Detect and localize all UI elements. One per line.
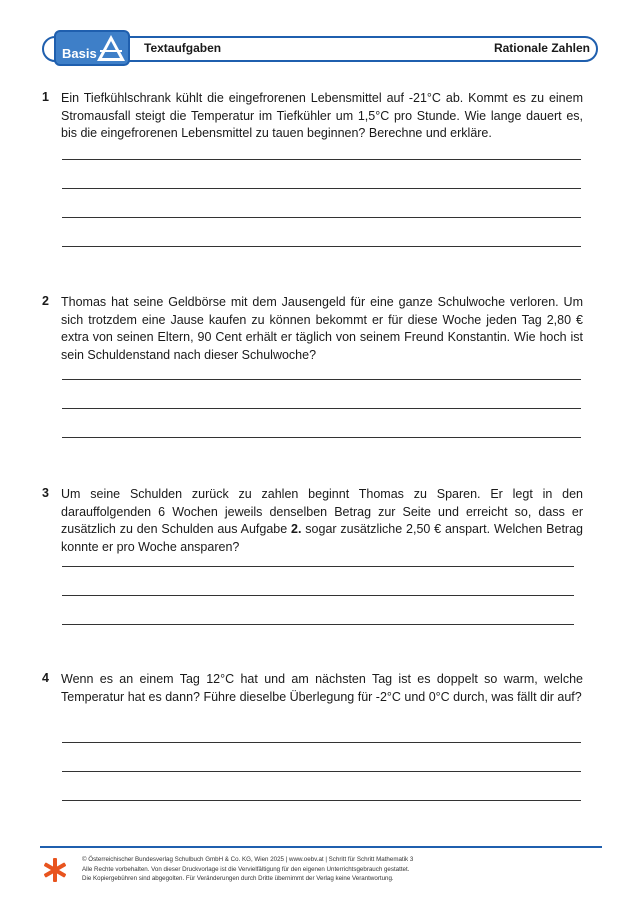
publisher-star-logo-icon xyxy=(42,857,68,883)
task-number: 4 xyxy=(42,671,49,685)
footer-line: Die Kopiergebühren sind abgegolten. Für Veränderungen durch Dritte übernimmt der Verlag keine Verantwortung. xyxy=(82,875,394,882)
answer-line[interactable] xyxy=(62,566,574,567)
badge-label: Basis xyxy=(62,46,97,61)
task-text xyxy=(61,486,583,556)
level-badge xyxy=(54,30,130,66)
task-reference: 2. xyxy=(291,522,302,536)
answer-line[interactable] xyxy=(62,217,581,218)
answer-line[interactable] xyxy=(62,624,574,625)
answer-line[interactable] xyxy=(62,408,581,409)
answer-line[interactable] xyxy=(62,159,581,160)
answer-line[interactable] xyxy=(62,246,581,247)
answer-line[interactable] xyxy=(62,595,574,596)
task-text-part: Um seine Schulden zurück zu zahlen beginnt Thomas zu Sparen. Er legt in den darauffolgenden 6 Wochen jeweils denselben Betrag zur Seite und erreicht so, dass er zusätzlich zu den Schulden aus Aufgabe xyxy=(61,487,583,536)
header-left-title: Textaufgaben xyxy=(144,41,222,55)
footer-copyright xyxy=(82,855,522,884)
task-text-part: sogar zusätzliche 2,50 € anspart. Welchen Betrag konnte er pro Woche ansparen? xyxy=(61,522,583,554)
task-text: Thomas hat seine Geldbörse mit dem Jausengeld für eine ganze Schulwoche verloren. Um sich trotzdem eine Jause kaufen zu können bekommt er für diese Woche jeden Tag 2,80 € extra von seinen Eltern, 90 Cent erhält er täglich von seinem Freund Konstantin. Wie hoch ist sein Schuldenstand nach dieser Schulwoche? xyxy=(61,295,583,362)
header-right-title: Rationale Zahlen xyxy=(493,41,590,55)
answer-line[interactable] xyxy=(62,771,581,772)
footer-divider xyxy=(40,846,602,848)
answer-line[interactable] xyxy=(62,188,581,189)
triangle-logo-icon xyxy=(94,32,128,64)
task-text: Ein Tiefkühlschrank kühlt die eingefrorenen Lebensmittel auf -21°C ab. Kommt es zu einem Stromausfall steigt die Temperatur im Tiefkühler um 1,5°C pro Stunde. Wie lange dauert es, bis die eingefrorenen Lebensmittel zu tauen beginnen? Berechne und erkläre. xyxy=(61,91,583,140)
footer-line: © Österreichischer Bundesverlag Schulbuch GmbH & Co. KG, Wien 2025 | www.oebv.at | Schritt für Schritt Mathematik 3 xyxy=(82,856,414,863)
task-number: 2 xyxy=(42,294,49,308)
task-number: 3 xyxy=(42,486,49,500)
answer-line[interactable] xyxy=(62,437,581,438)
task-number: 1 xyxy=(42,90,49,104)
footer-line: Alle Rechte vorbehalten. Von dieser Druckvorlage ist die Vervielfältigung für den eigenen Unterrichtsgebrauch gestattet. xyxy=(82,865,410,873)
answer-line[interactable] xyxy=(62,800,581,801)
task-text: Wenn es an einem Tag 12°C hat und am nächsten Tag ist es doppelt so warm, welche Temperatur hat es dann? Führe dieselbe Überlegung für -2°C und 0°C durch, was fällt dir auf? xyxy=(61,672,583,704)
answer-line[interactable] xyxy=(62,379,581,380)
answer-line[interactable] xyxy=(62,742,581,743)
